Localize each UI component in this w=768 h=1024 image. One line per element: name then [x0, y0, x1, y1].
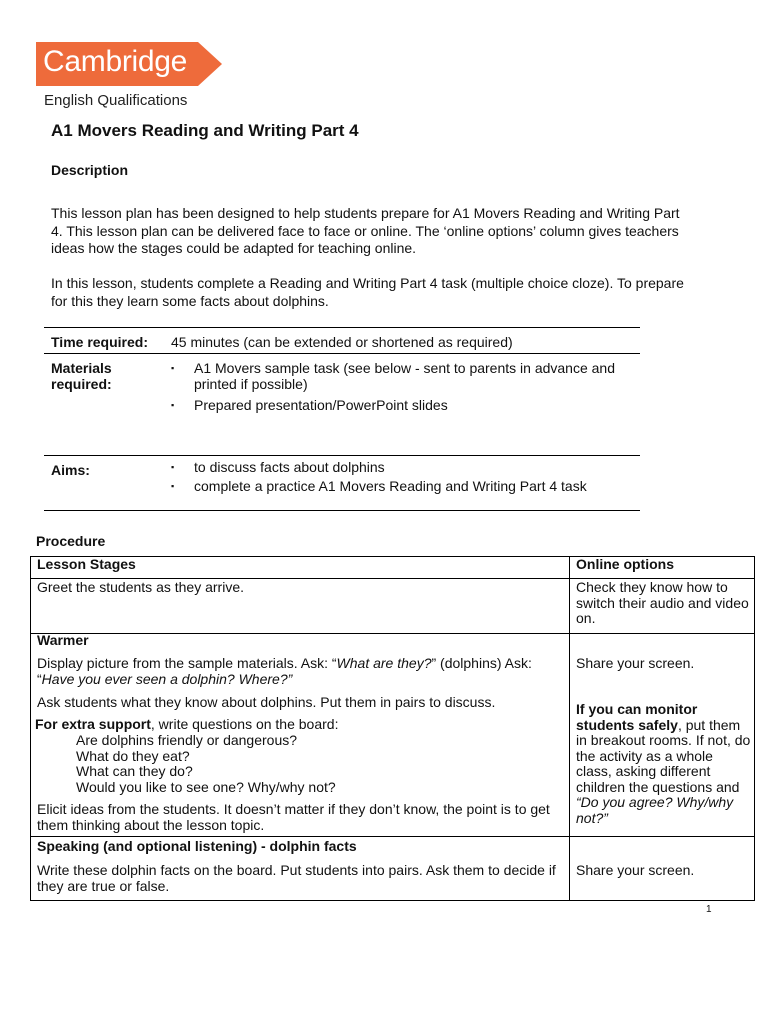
stage-greet: Greet the students as they arrive.	[37, 579, 244, 595]
materials-item-text: Prepared presentation/PowerPoint slides	[194, 397, 448, 413]
procedure-table	[30, 556, 755, 901]
stage-warmer-elicit: Elicit ideas from the students. It doesn’t matter if they don’t know, the point is to get them thinking about the lesson topic.	[37, 801, 550, 833]
page-title: A1 Movers Reading and Writing Part 4	[51, 121, 359, 140]
monitor-safely-label: If you can monitor students safely	[576, 701, 698, 733]
bullet-icon: ▪	[171, 400, 175, 410]
online-speaking-share: Share your screen.	[576, 862, 695, 878]
online-warmer-breakout	[576, 702, 751, 826]
row-divider	[31, 836, 754, 837]
board-question: Are dolphins friendly or dangerous?	[76, 732, 298, 748]
stage-warmer-display	[37, 656, 562, 687]
time-required-row	[44, 327, 640, 348]
extra-support-text: , write questions on the board:	[150, 716, 339, 732]
column-header-online-options: Online options	[576, 556, 674, 572]
bullet-icon: ▪	[171, 363, 175, 373]
extra-support-label: For extra support	[35, 716, 151, 732]
warmer-display-text: ” (dolphins) Ask: “	[37, 655, 532, 687]
bullet-icon: ▪	[171, 481, 175, 491]
online-warmer-share: Share your screen.	[576, 655, 695, 671]
procedure-heading: Procedure	[36, 533, 106, 549]
stage-warmer-heading: Warmer	[37, 632, 89, 648]
description-paragraph-2: In this lesson, students complete a Reading and Writing Part 4 task (multiple choice cloze). To prepare for this they learn some facts about dolphins.	[51, 275, 684, 309]
aims-item-text: complete a practice A1 Movers Reading and Writing Part 4 task	[194, 478, 587, 494]
materials-label: Materials required:	[51, 360, 112, 392]
materials-row	[44, 353, 640, 456]
stage-warmer-pairs: Ask students what they know about dolphins. Put them in pairs to discuss.	[37, 694, 496, 710]
board-question: What do they eat?	[76, 748, 190, 764]
time-required-value: 45 minutes (can be extended or shortened as required)	[171, 334, 513, 350]
stage-speaking-heading: Speaking (and optional listening) - dolphin facts	[37, 838, 357, 854]
aims-item-text: to discuss facts about dolphins	[194, 459, 385, 475]
row-divider	[31, 633, 754, 634]
stage-warmer-support	[35, 717, 560, 733]
column-header-lesson-stages: Lesson Stages	[37, 556, 136, 572]
description-paragraph-1: This lesson plan has been designed to help students prepare for A1 Movers Reading and Writing Part 4. This lesson plan can be delivered face to face or online. The ‘online options’ column gives teachers ideas how the stages could be adapted for teaching online.	[51, 205, 680, 256]
logo-wordmark: Cambridge	[43, 45, 188, 78]
breakout-text: , put them in breakout rooms. If not, do the activity as a whole class, asking different children the questions and	[576, 716, 751, 795]
page-number: 1	[706, 904, 712, 915]
time-required-label: Time required:	[51, 334, 148, 350]
materials-item-text: A1 Movers sample task (see below - sent to parents in advance and printed if possible)	[194, 360, 615, 392]
board-question: What can they do?	[76, 763, 193, 779]
warmer-question-1: What are they?	[336, 655, 432, 671]
board-question: Would you like to see one? Why/why not?	[76, 779, 336, 795]
aims-label: Aims:	[51, 462, 90, 478]
online-greet: Check they know how to switch their audio and video on.	[576, 579, 749, 626]
warmer-question-2: Have you ever seen a dolphin? Where?”	[41, 670, 293, 687]
description-heading: Description	[51, 162, 129, 178]
logo-subtitle: English Qualifications	[44, 92, 188, 109]
warmer-display-text: Display picture from the sample materials. Ask: “	[37, 655, 337, 671]
bullet-icon: ▪	[171, 462, 175, 472]
stage-speaking-text: Write these dolphin facts on the board. Put students into pairs. Ask them to decide if they are true or false.	[37, 862, 556, 894]
column-divider	[569, 557, 570, 900]
aims-row	[44, 455, 640, 511]
agree-question: “Do you agree? Why/why not?”	[576, 794, 734, 826]
